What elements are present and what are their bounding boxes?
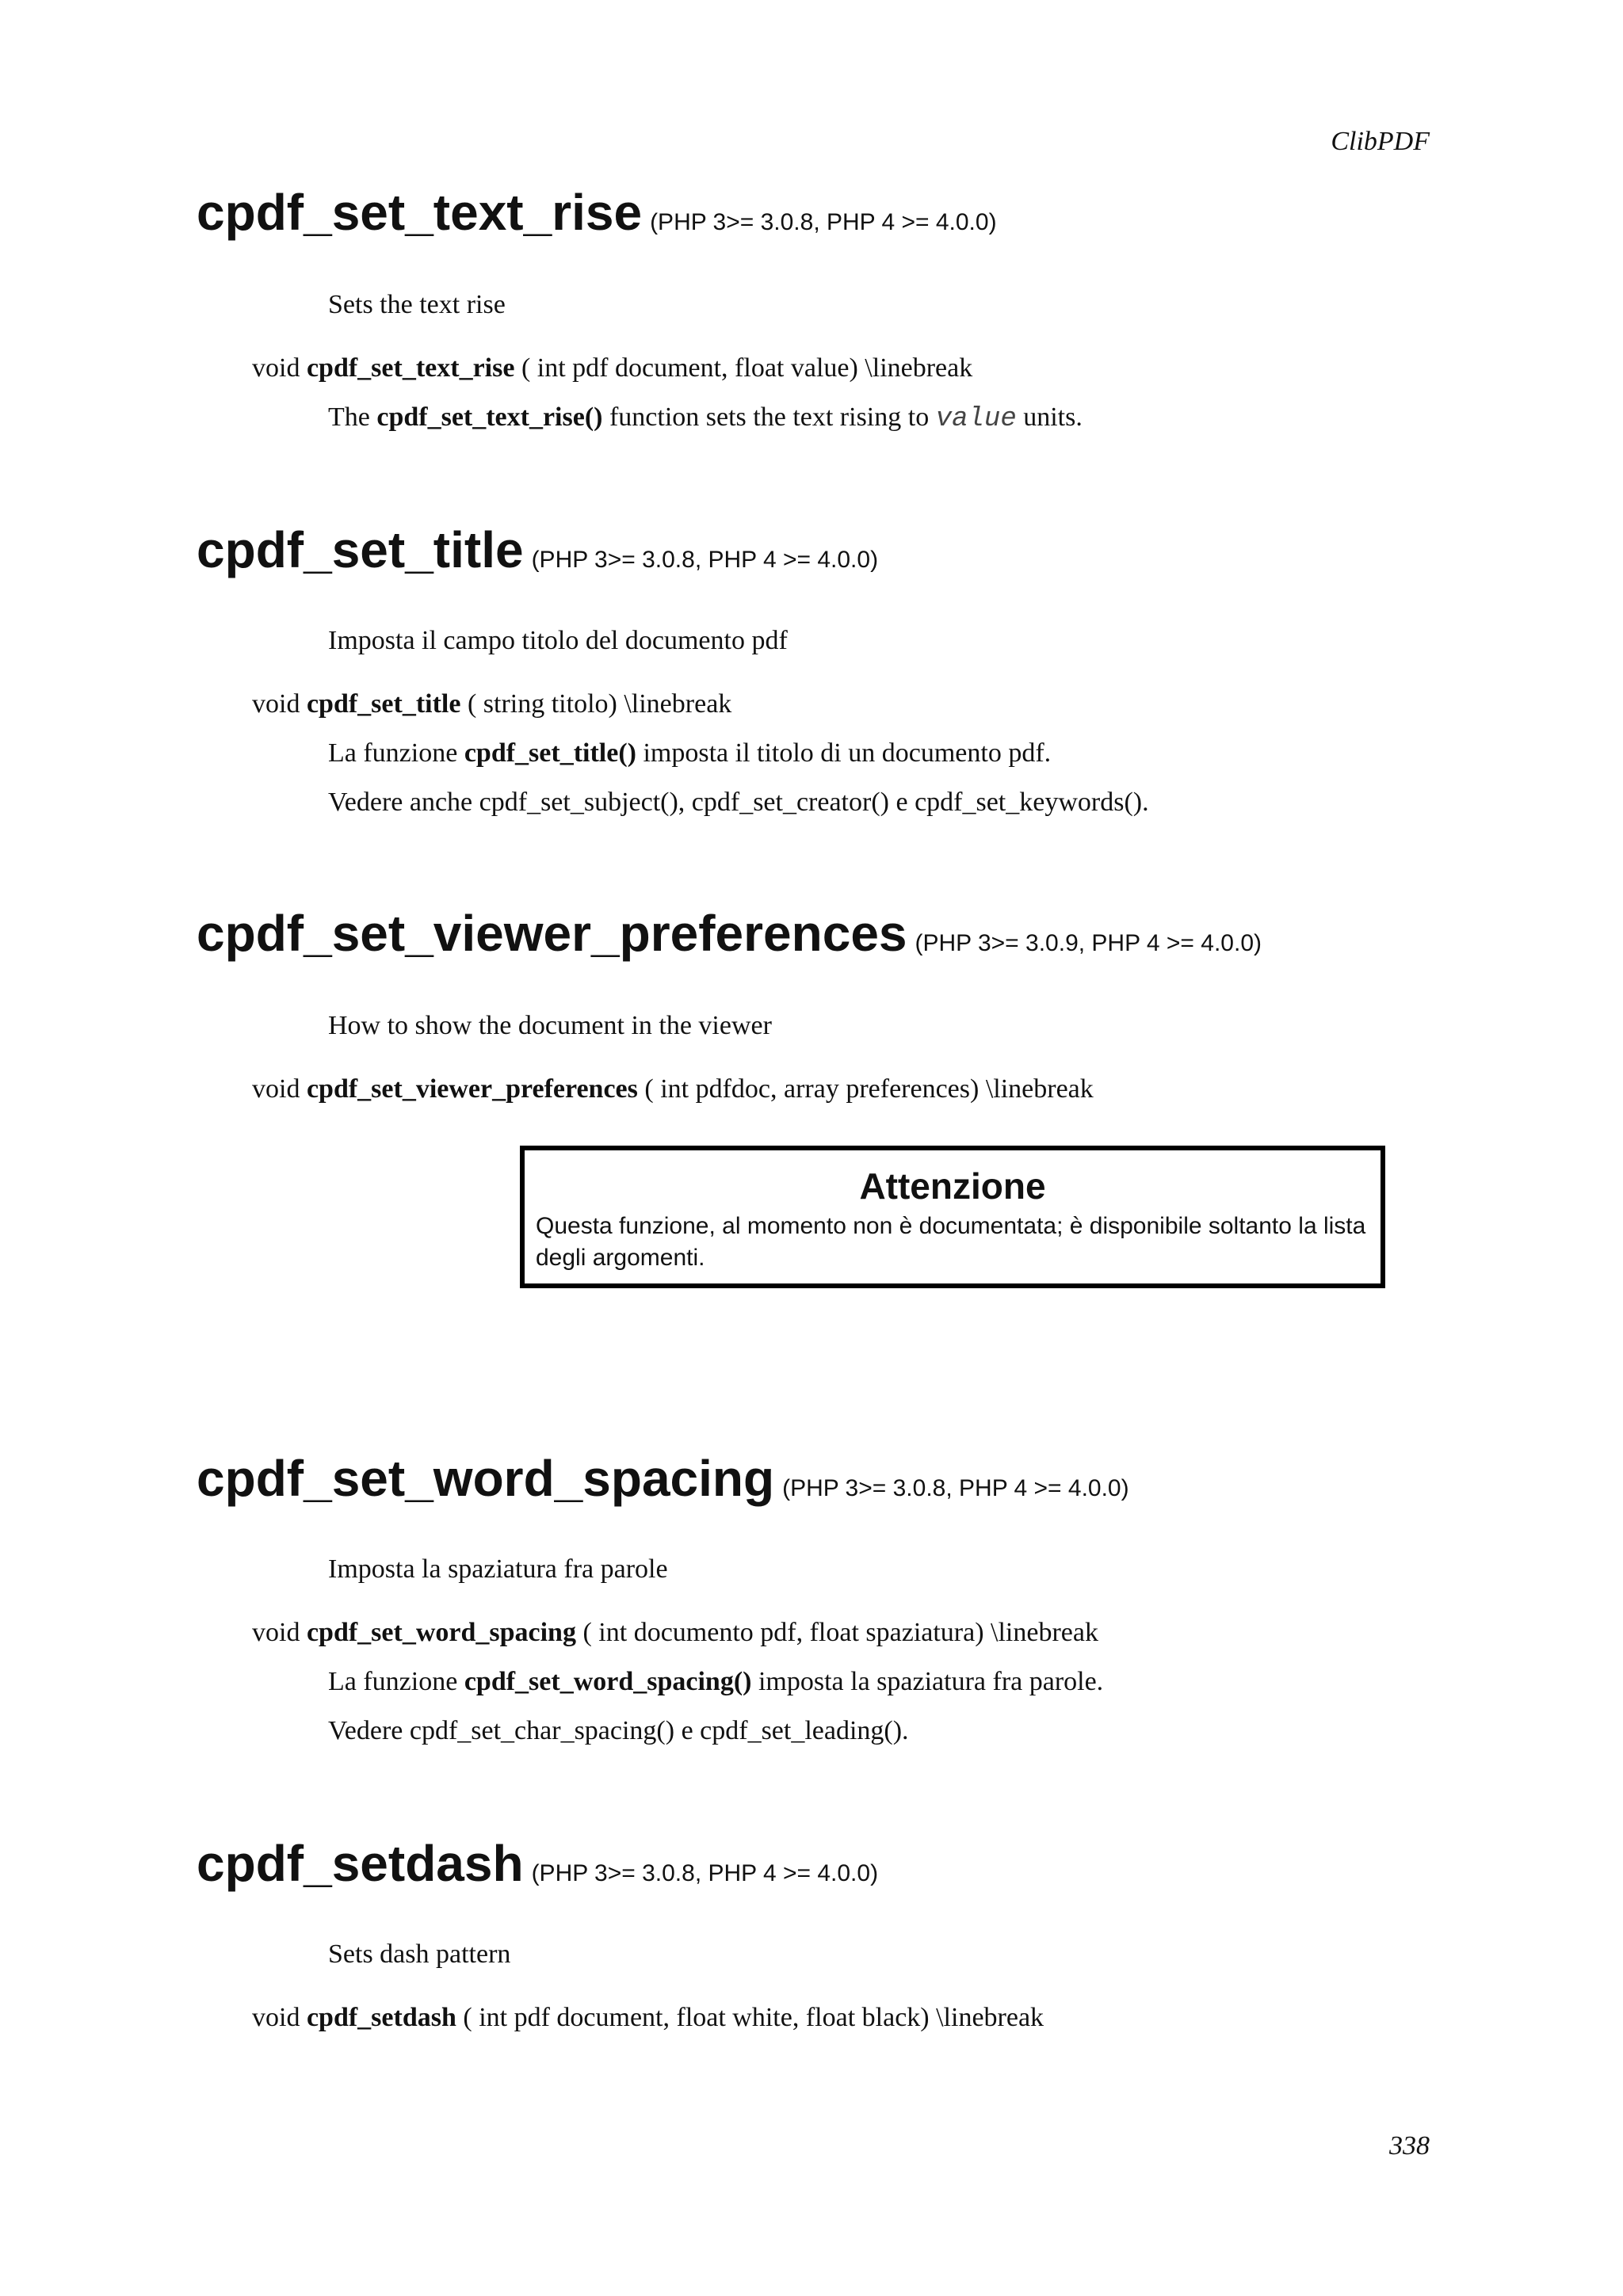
- desc-text: imposta la spaziatura fra parole.: [758, 1667, 1104, 1696]
- php-version: (PHP 3>= 3.0.8, PHP 4 >= 4.0.0): [531, 1860, 879, 1886]
- function-description: [328, 1667, 1103, 1697]
- function-name: cpdf_set_viewer_preferences: [197, 905, 907, 962]
- synopsis-params: ( int pdf document, float value) \linebreak: [521, 353, 973, 383]
- function-synopsis: [252, 689, 731, 719]
- function-name: cpdf_setdash: [197, 1835, 524, 1892]
- synopsis-function: cpdf_set_viewer_preferences: [306, 1074, 638, 1104]
- warning-text: Questa funzione, al momento non è documentata; è disponibile soltanto la lista degli argomenti.: [536, 1213, 1366, 1271]
- php-version: (PHP 3>= 3.0.9, PHP 4 >= 4.0.0): [915, 930, 1262, 956]
- warning-box: [520, 1146, 1385, 1288]
- function-purpose: Sets the text rise: [328, 290, 506, 319]
- section-title: [197, 1835, 879, 1892]
- function-purpose: Sets dash pattern: [328, 1939, 511, 1969]
- function-name: cpdf_set_title: [197, 521, 524, 578]
- php-version: (PHP 3>= 3.0.8, PHP 4 >= 4.0.0): [782, 1475, 1129, 1501]
- section-title: [197, 905, 1262, 962]
- function-purpose: Imposta la spaziatura fra parole: [328, 1554, 668, 1584]
- php-version: (PHP 3>= 3.0.8, PHP 4 >= 4.0.0): [531, 547, 879, 573]
- php-version: (PHP 3>= 3.0.8, PHP 4 >= 4.0.0): [650, 209, 997, 235]
- function-name: cpdf_set_text_rise: [197, 184, 643, 241]
- function-synopsis: [252, 2003, 1044, 2033]
- synopsis-function: cpdf_set_text_rise: [306, 353, 515, 383]
- return-type: void: [252, 1618, 300, 1647]
- synopsis-params: ( int pdfdoc, array preferences) \linebreak: [644, 1074, 1094, 1104]
- desc-text: The: [328, 402, 370, 432]
- synopsis-function: cpdf_set_title: [306, 689, 461, 719]
- return-type: void: [252, 1074, 300, 1104]
- synopsis-function: cpdf_setdash: [306, 2003, 456, 2032]
- function-purpose: How to show the document in the viewer: [328, 1011, 772, 1040]
- function-name: cpdf_set_word_spacing: [197, 1450, 775, 1507]
- warning-title: Attenzione: [859, 1165, 1046, 1207]
- synopsis-function: cpdf_set_word_spacing: [306, 1618, 576, 1647]
- desc-text: imposta il titolo di un documento pdf.: [643, 738, 1052, 768]
- function-synopsis: [252, 1618, 1098, 1648]
- desc-text: La funzione: [328, 1667, 458, 1696]
- desc-function: cpdf_set_word_spacing(): [464, 1667, 752, 1696]
- synopsis-params: ( int pdf document, float white, float black) \linebreak: [463, 2003, 1044, 2032]
- see-also: Vedere anche cpdf_set_subject(), cpdf_set_creator() e cpdf_set_keywords().: [328, 788, 1149, 817]
- desc-function: cpdf_set_title(): [464, 738, 636, 768]
- function-purpose: Imposta il campo titolo del documento pdf: [328, 626, 788, 655]
- return-type: void: [252, 353, 300, 383]
- desc-function: cpdf_set_text_rise(): [376, 402, 603, 432]
- page-number: 338: [1389, 2131, 1430, 2161]
- function-description: [328, 402, 1083, 434]
- desc-parameter: value: [935, 404, 1017, 434]
- function-synopsis: [252, 353, 972, 383]
- desc-text: La funzione: [328, 738, 458, 768]
- synopsis-params: ( string titolo) \linebreak: [467, 689, 732, 719]
- running-header: ClibPDF: [1331, 127, 1430, 156]
- desc-text: function sets the text rising to: [609, 402, 930, 432]
- function-description: [328, 738, 1051, 769]
- section-title: [197, 1450, 1129, 1507]
- see-also: Vedere cpdf_set_char_spacing() e cpdf_set_leading().: [328, 1716, 909, 1745]
- return-type: void: [252, 689, 300, 719]
- section-title: [197, 184, 997, 241]
- function-synopsis: [252, 1074, 1094, 1104]
- synopsis-params: ( int documento pdf, float spaziatura) \linebreak: [582, 1618, 1098, 1647]
- desc-text: units.: [1023, 402, 1083, 432]
- section-title: [197, 521, 879, 578]
- return-type: void: [252, 2003, 300, 2032]
